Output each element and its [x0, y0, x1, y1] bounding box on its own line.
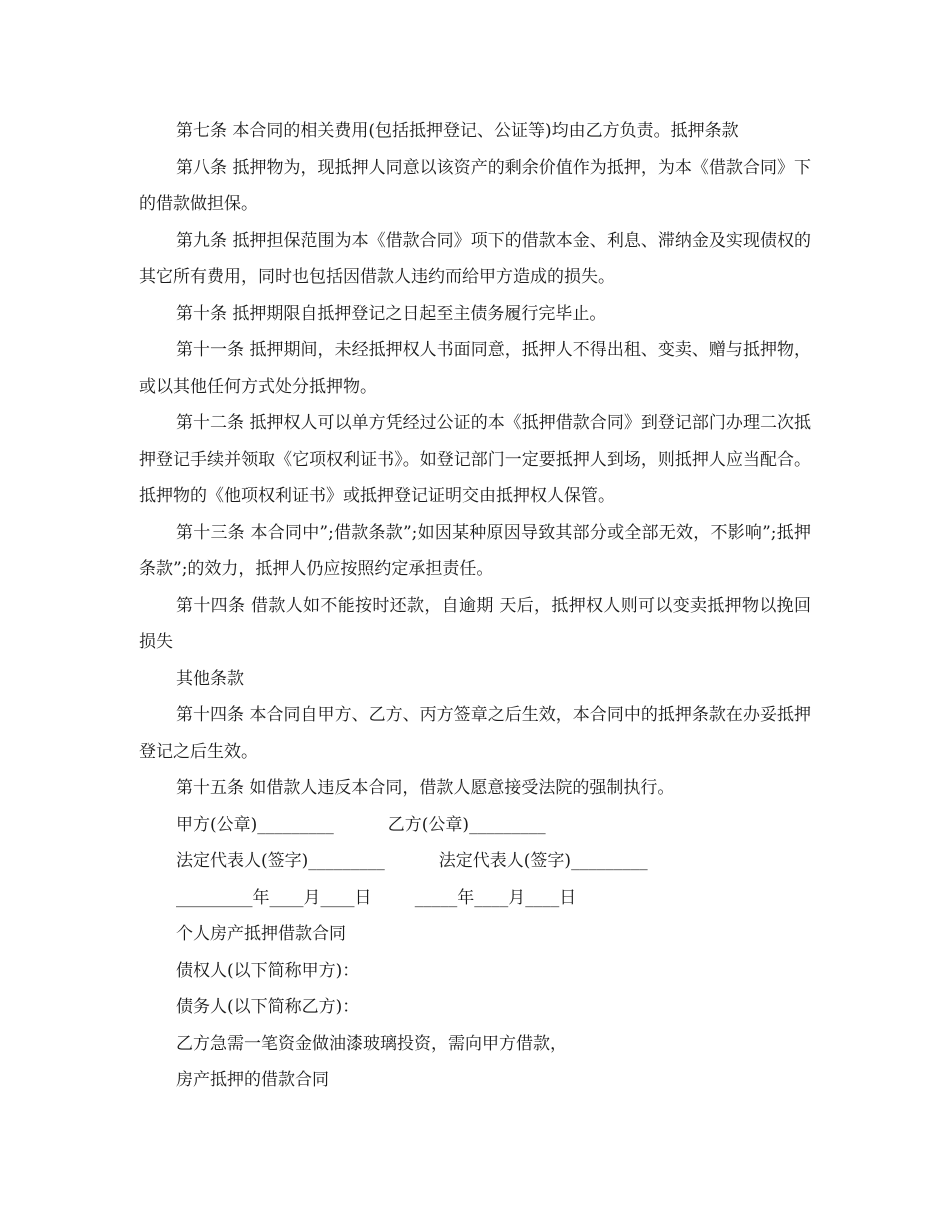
- section-heading-other-terms: 其他条款: [176, 668, 244, 689]
- clause-8: 第八条 抵押物为，现抵押人同意以该资产的剩余价值作为抵押，为本《借款合同》下的借款做担保。: [139, 157, 811, 214]
- clause-9: 第九条 抵押担保范围为本《借款合同》项下的借款本金、利息、滞纳金及实现债权的其它所有费用，同时也包括因借款人违约而给甲方造成的损失。: [139, 230, 811, 287]
- clause-13: 第十三条 本合同中”;借款条款”;如因某种原因导致其部分或全部无效，不影响”;抵押条款”;的效力，抵押人仍应按照约定承担责任。: [139, 522, 811, 579]
- signature-seal-line: 甲方(公章)_________ 乙方(公章)_________: [176, 814, 546, 835]
- clause-14: 第十四条 借款人如不能按时还款，自逾期 天后，抵押权人则可以变卖抵押物以挽回损失: [139, 595, 811, 652]
- clause-7: 第七条 本合同的相关费用(包括抵押登记、公证等)均由乙方负责。抵押条款: [176, 121, 739, 141]
- clause-10: 第十条 抵押期限自抵押登记之日起至主债务履行完毕止。: [176, 303, 607, 324]
- clause-15: 第十五条 如借款人违反本合同，借款人愿意接受法院的强制执行。: [176, 778, 675, 798]
- purpose-line: 乙方急需一笔资金做油漆玻璃投资，需向甲方借款，: [176, 1033, 567, 1054]
- clause-14-effective: 第十四条 本合同自甲方、乙方、丙方签章之后生效，本合同中的抵押条款在办妥抵押登记之后生效。: [139, 705, 811, 762]
- creditor-line: 债权人(以下简称甲方)：: [176, 960, 360, 981]
- contract-subtitle: 房产抵押的借款合同: [176, 1070, 329, 1090]
- document-body: [139, 113, 811, 1099]
- clause-11: 第十一条 抵押期间，未经抵押权人书面同意，抵押人不得出租、变卖、赠与抵押物，或以其他任何方式处分抵押物。: [139, 340, 811, 397]
- debtor-line: 债务人(以下简称乙方)：: [176, 997, 360, 1017]
- clause-12: 第十二条 抵押权人可以单方凭经过公证的本《抵押借款合同》到登记部门办理二次抵押登记手续并领取《它项权利证书》。如登记部门一定要抵押人到场，则抵押人应当配合。抵押物的《他项权利证书》或抵押登记证明交由抵押权人保管。: [139, 413, 811, 506]
- contract-title: 个人房产抵押借款合同: [176, 924, 346, 944]
- signature-representative-line: 法定代表人(签字)_________ 法定代表人(签字)_________: [176, 851, 648, 871]
- signature-date-line: _________年____月____日 _____年____月____日: [176, 887, 577, 908]
